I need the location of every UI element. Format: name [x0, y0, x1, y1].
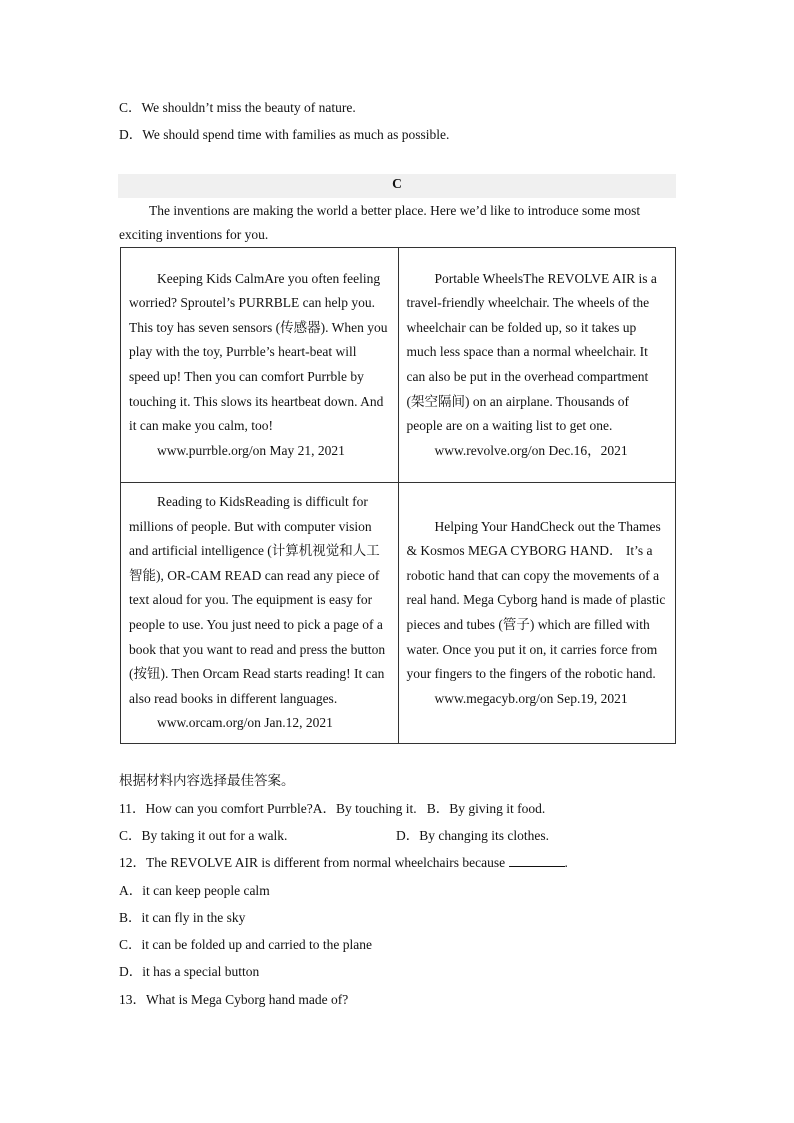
card-source: www.purrble.org/on May 21, 2021 [157, 442, 345, 458]
card-text: Keeping Kids CalmAre you often feeling worried? Sproutel’s PURRBLE can help you. This toy has seven sensors (传感器). When you play with the toy, Purrble’s heart-beat will speed up! Then you can comfort Purrble by touching it. This slows its heartbeat down. And it can make you calm, too! [129, 270, 388, 434]
question-end: . [564, 855, 568, 870]
invention-card-orcam [121, 483, 399, 744]
card-text: Helping Your HandCheck out the Thames & Kosmos MEGA CYBORG HAND． It’s a robotic hand that can copy the movements of a real hand. Mega Cyborg hand is made of plastic pieces and tubes (管子) which are filled with water. Once you put it on, it carries force from your fingers to the fingers of the robotic hand. [406, 518, 666, 682]
card-source: www.revolve.org/on Dec.16，2021 [434, 442, 628, 458]
invention-card-revolve [398, 248, 676, 483]
option-a: A．By touching it. [312, 801, 417, 816]
section-label: C [118, 174, 676, 198]
invention-card-megacyborg [398, 483, 676, 744]
option-c-previous: C．We shouldn’t miss the beauty of nature. [119, 100, 356, 115]
option-d: D．By changing its clothes. [396, 828, 549, 843]
option-c: C．By taking it out for a walk. [119, 828, 288, 843]
answer-blank [509, 854, 565, 867]
question-11 [119, 797, 545, 817]
card-source: www.megacyb.org/on Sep.19, 2021 [434, 690, 628, 706]
card-source: www.orcam.org/on Jan.12, 2021 [157, 715, 333, 731]
invention-card-purrble [121, 248, 399, 483]
question-11-options-cd [119, 824, 549, 844]
question-12-option-c: C．it can be folded up and carried to the plane [119, 937, 373, 952]
question-12-option-a: A．it can keep people calm [119, 883, 270, 898]
question-12 [119, 851, 568, 871]
question-stem: 11．How can you comfort Purrble? [119, 801, 313, 816]
question-12-option-d: D．it has a special button [119, 964, 260, 979]
card-text: Reading to KidsReading is difficult for millions of people. But with computer vision and artificial intelligence (计算机视觉和人工智能), OR-CAM READ can read any piece of text aloud for you. The equipment is easy for people to use. You just need to pick a page of a book that you want to read and press the button (按钮). Then Orcam Read starts reading! It can also read books in different languages. [129, 494, 386, 706]
card-text: Portable WheelsThe REVOLVE AIR is a travel-friendly wheelchair. The wheels of the wheelchair can be folded up, so it takes up much less space than a normal wheelchair. It can also be put in the overhead compartment (架空隔间) on an airplane. Thousands of people are on a waiting list to get one. [406, 270, 657, 434]
question-13: 13．What is Mega Cyborg hand made of? [119, 992, 349, 1007]
inventions-table [120, 247, 676, 744]
option-b: B．By giving it food. [426, 801, 546, 816]
question-stem: 12．The REVOLVE AIR is different from normal wheelchairs because [119, 855, 506, 870]
section-intro: The inventions are making the world a better place. Here we’d like to introduce some most exciting inventions for you. [119, 203, 641, 242]
question-12-option-b: B．it can fly in the sky [119, 910, 246, 925]
option-d-previous: D．We should spend time with families as much as possible. [119, 127, 450, 142]
instructions: 根据材料内容选择最佳答案。 [119, 773, 295, 788]
